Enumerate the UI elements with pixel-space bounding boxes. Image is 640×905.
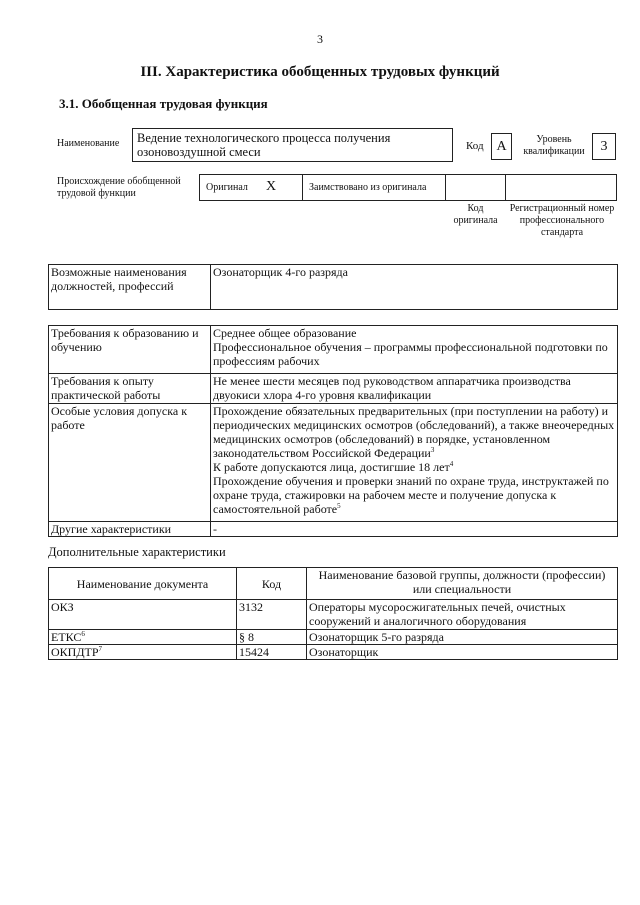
table-row [49,600,618,630]
education-line: Среднее общее образование [213,326,357,340]
name-label: Наименование [57,138,120,149]
col-header-doc: Наименование документа [49,568,237,600]
row-doc-text: ОКПДТР [51,645,99,659]
row-doc [49,600,237,630]
footnote-ref-5: 5 [337,502,341,510]
borrowed-cell [302,174,446,201]
footnote-ref-3: 3 [430,446,435,454]
code-label: Код [466,140,484,152]
name-box [132,128,453,162]
row-code: 15424 [237,645,307,660]
row-name: Озонаторщик [307,645,618,660]
level-value-box [592,133,616,160]
section-title: III. Характеристика обобщенных трудовых функций [140,64,500,80]
table-row [49,645,618,660]
row-doc-text: ОКЗ [51,600,74,614]
code-caption: Код оригинала [453,203,498,226]
reg-number-cell [505,174,617,201]
level-value: 3 [600,139,608,154]
col-header-code: Код [237,568,307,600]
conditions-text-3: Прохождение обучения и проверки знаний по охране труда, инструктажей по охране труда, стажировки на рабочем месте и получение допуска к самостоятельной работе [213,474,609,516]
level-label: Уровень квалификации [523,134,585,157]
positions-value: Озонаторщик 4-го разряда [211,265,618,310]
requirements-table [48,325,618,537]
conditions-paragraph [213,460,615,474]
row-code: 3132 [237,600,307,630]
code-value-box [491,133,512,160]
footnote-ref-6: 6 [81,630,85,638]
footnote-ref-7: 7 [98,645,103,653]
table-row [49,630,618,645]
education-line: Профессиональное обучения – программы профессиональной подготовки по профессиям рабочих [213,340,608,368]
row-code: § 8 [237,630,307,645]
borrowed-label: Заимствовано из оригинала [309,182,427,193]
col-header-name: Наименование базовой группы, должности (профессии) или специальности [307,568,618,600]
page-number: 3 [317,32,323,46]
conditions-text-2: К работе допускаются лица, достигшие 18 лет [213,460,450,474]
education-cell [211,326,618,374]
original-cell [199,174,303,201]
code-value: А [496,139,507,154]
conditions-paragraph [213,474,615,516]
name-value: Ведение технологического процесса получения озоновоздушной смеси [137,131,391,159]
additional-title: Дополнительные характеристики [48,545,226,559]
education-label: Требования к образованию и обучению [49,326,211,374]
positions-label: Возможные наименования должностей, профессий [49,265,211,310]
subsection-title: 3.1. Обобщенная трудовая функция [59,96,268,111]
conditions-text-1: Прохождение обязательных предварительных (при поступлении на работу) и периодических медицинских осмотров (обследований), а также внеочередных медицинских осмотров (обследований) в порядке, установленном законодательством Российской Федерации [213,404,615,460]
reg-caption: Регистрационный номер профессионального стандарта [509,203,615,238]
row-name: Операторы мусоросжигательных печей, очистных сооружений и аналогичного оборудования [307,600,618,630]
row-doc-text: ЕТКС [51,630,82,644]
original-label: Оригинал [206,182,248,193]
original-code-cell [445,174,506,201]
positions-table [48,264,618,310]
experience-value: Не менее шести месяцев под руководством аппаратчика производства двуокиси хлора 4-го уровня квалификации [211,374,618,404]
row-doc [49,630,237,645]
row-name: Озонаторщик 5-го разряда [307,630,618,645]
conditions-paragraph [213,404,615,460]
original-mark: X [266,179,277,194]
origin-label: Происхождение обобщенной трудовой функции [57,176,181,199]
row-doc [49,645,237,660]
other-label: Другие характеристики [49,522,211,537]
conditions-label: Особые условия допуска к работе [49,404,211,522]
experience-label: Требования к опыту практической работы [49,374,211,404]
footnote-ref-4: 4 [449,460,454,468]
other-value: - [211,522,618,537]
conditions-cell [211,404,618,522]
additional-table [48,567,618,660]
